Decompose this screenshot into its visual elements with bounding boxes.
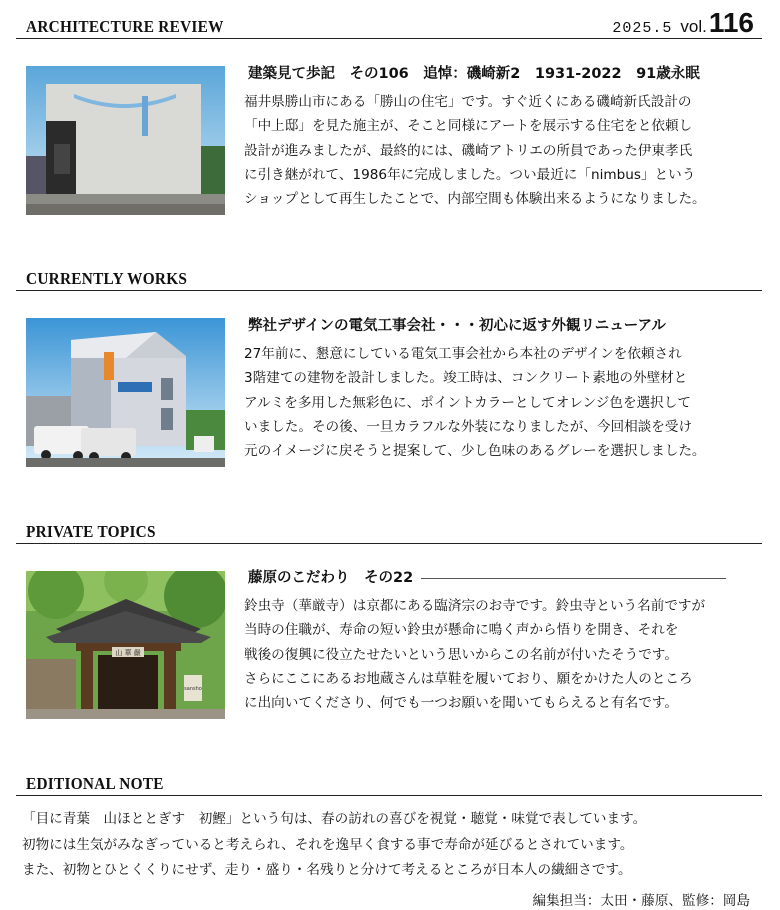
headline-rule [421,578,726,579]
section-title: EDITIONAL NOTE [26,774,164,793]
note-line: 初物には生気がみなぎっていると考えられ、それを逸早く食する事で寿命が延びるとされています。 [22,836,634,853]
note-line: 「目に青葉 山ほととぎす 初鰹」という句は、春の訪れの喜びを視覚・聴覚・味覚で表しています。 [22,811,647,827]
article-line: 戦後の復興に役立たせたいという思いからこの名前が付いたそうです。 [244,646,678,663]
temple-plaque: 山 華 嚴 [115,649,141,657]
article-line: 「中上邸」を見た施主が、そこと同様にアートを展示する住宅をと依頼し [244,118,693,135]
photo-katsuyama-house [26,66,225,215]
section-header-architecture-review [16,7,762,39]
article-line: さらにここにあるお地蔵さんは草鞋を履いており、願をかけた人のところ [244,670,693,687]
article-headline-row [248,566,754,590]
section-title: CURRENTLY WORKS [26,269,188,288]
article-line: いました。その後、一旦カラフルな外装になりましたが、今回相談を受け [244,418,693,435]
article-line: に出向いてくださり、何でも一つお願いを聞いてもらえると有名です。 [244,695,678,712]
vol-number: 116 [708,7,754,38]
article-line: 3階建ての建物を設計しました。竣工時は、コンクリート素地の外壁材と [244,370,688,387]
article-body [244,594,754,715]
article-line: ショップとして再生したことで、内部空間も体験出来るようになりました。 [244,191,706,208]
article-line: 設計が進みましたが、最終的には、磯崎アトリエの所員であった伊東孝氏 [244,142,693,159]
issue-date: 2025.5 [612,20,673,37]
article-line: 福井県勝山市にある「勝山の住宅」です。すぐ近くにある磯崎新氏設計の [244,94,692,110]
article-headline: 藤原のこだわり その22 [248,570,414,586]
article-line: アルミを多用した無彩色に、ポイントカラーとしてオレンジ色を選択して [244,394,691,411]
vol-label: vol. [680,17,707,36]
article-architecture-review [244,62,754,211]
section-title: PRIVATE TOPICS [26,522,156,541]
section-title: ARCHITECTURE REVIEW [26,17,224,36]
article-line: に引き継がれて、1986年に完成しました。つい最近に「nimbus」という [244,166,696,183]
section-header-editional-note [16,771,762,796]
article-line: 元のイメージに戻そうと提案して、少し色味のあるグレーを選択しました。 [244,443,706,460]
article-headline: 弊社デザインの電気工事会社・・・初心に返す外観リニューアル [248,318,666,334]
photo-suzumushi-temple-gate [26,571,225,719]
photo-electric-company-building [26,318,225,467]
article-headline: 建築見て歩記 その106 追悼：磯崎新2 1931-2022 91歳永眠 [248,66,700,82]
article-currently-works [244,314,754,463]
article-body [244,90,754,211]
section-header-currently-works [16,266,762,291]
note-line: また、初物とひとくくりにせず、走り・盛り・名残りと分けて考えるところが日本人の繊細さです。 [22,862,632,878]
article-line: 鈴虫寺（華厳寺）は京都にある臨済宗のお寺です。鈴虫寺という名前ですが [244,598,706,614]
article-private-topics [244,566,754,715]
issue-info [612,7,754,38]
editorial-note-body [22,807,762,884]
temple-sign: sansho [184,686,202,692]
article-line: 27年前に、懇意にしている電気工事会社から本社のデザインを依頼され [244,346,682,362]
article-body [244,342,754,463]
article-line: 当時の住職が、寿命の短い鈴虫が懸命に鳴く声から悟りを開き、それを [244,622,679,639]
editor-credit: 編集担当：太田・藤原、監修：岡島 [532,893,750,909]
section-header-private-topics [16,519,762,544]
